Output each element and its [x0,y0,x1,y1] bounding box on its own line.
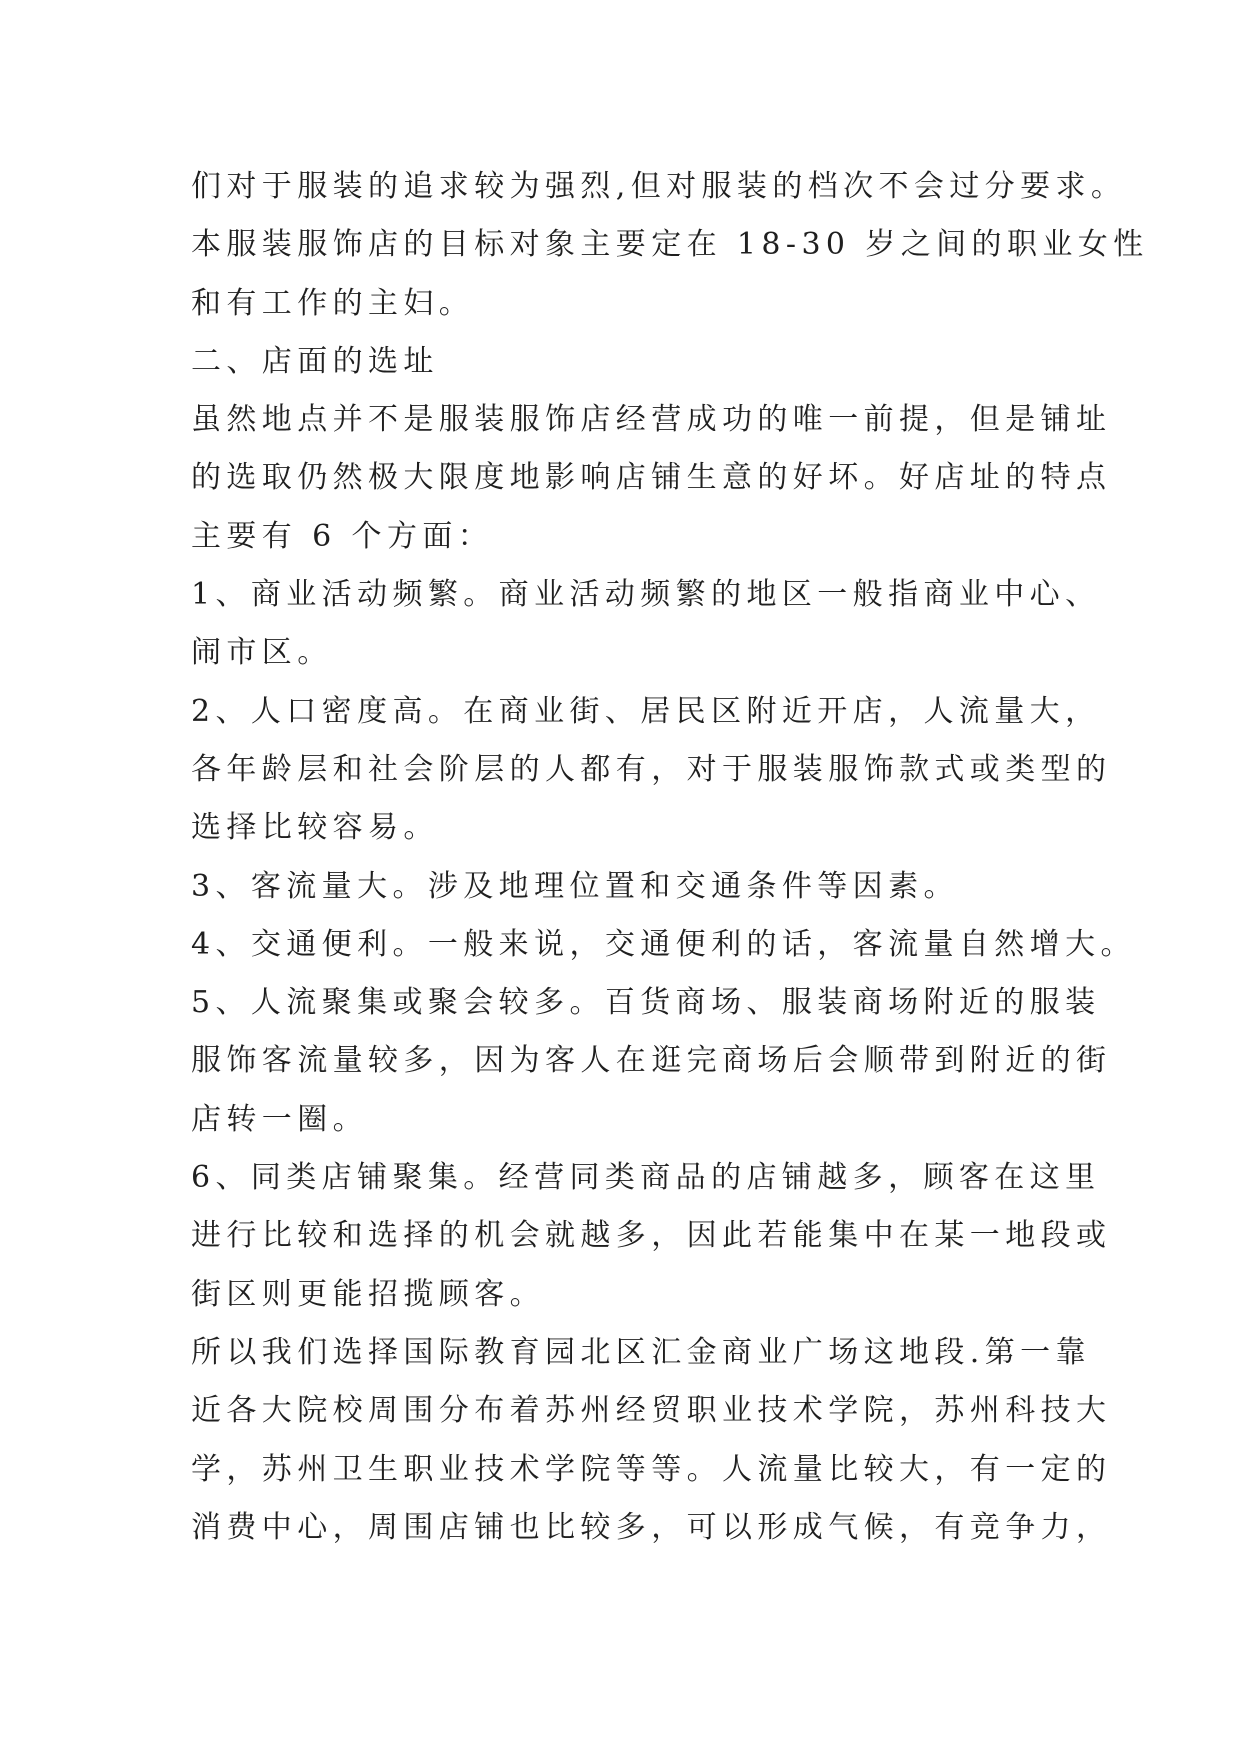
text-line: 街区则更能招揽顾客。 [191,1276,545,1312]
text-line: 学，苏州卫生职业技术学院等等。人流量比较大，有一定的 [191,1451,1112,1487]
text-line: 虽然地点并不是服装服饰店经营成功的唯一前提，但是铺址 [191,402,1112,438]
list-item-3: 3、客流量大。涉及地理位置和交通条件等因素。 [191,868,959,904]
text-line: 闹市区。 [191,635,333,671]
text-line: 服饰客流量较多，因为客人在逛完商场后会顺带到附近的街 [191,1043,1112,1079]
text-line: 所以我们选择国际教育园北区汇金商业广场这地段.第一靠 [191,1334,1091,1370]
text-line: 各年龄层和社会阶层的人都有，对于服装服饰款式或类型的 [191,751,1112,787]
text-line: 选择比较容易。 [191,810,439,846]
text-line: 消费中心，周围店铺也比较多，可以形成气候，有竞争力， [191,1509,1112,1545]
text-line: 近各大院校周围分布着苏州经贸职业技术学院，苏州科技大 [191,1393,1112,1429]
list-item-4: 4、交通便利。一般来说，交通便利的话，客流量自然增大。 [191,926,1136,962]
text-line: 们对于服装的追求较为强烈,但对服装的档次不会过分要求。 [191,169,1127,204]
text-line: 主要有 6 个方面： [191,518,494,554]
list-item-5: 5、人流聚集或聚会较多。百货商场、服装商场附近的服装 [191,985,1101,1021]
text-line: 本服装服饰店的目标对象主要定在 18-30 岁之间的职业女性 [191,227,1149,263]
text-line: 的选取仍然极大限度地影响店铺生意的好坏。好店址的特点 [191,460,1112,496]
text-line: 店转一圈。 [191,1101,368,1137]
list-item-1: 1、商业活动频繁。商业活动频繁的地区一般指商业中心、 [191,577,1101,613]
document-body [191,158,1149,1557]
text-line: 和有工作的主妇。 [191,285,475,321]
section-heading: 二、店面的选址 [191,343,439,379]
list-item-6: 6、同类店铺聚集。经营同类商品的店铺越多，顾客在这里 [191,1160,1101,1196]
text-line: 进行比较和选择的机会就越多，因此若能集中在某一地段或 [191,1218,1112,1254]
list-item-2: 2、人口密度高。在商业街、居民区附近开店，人流量大， [191,693,1101,729]
